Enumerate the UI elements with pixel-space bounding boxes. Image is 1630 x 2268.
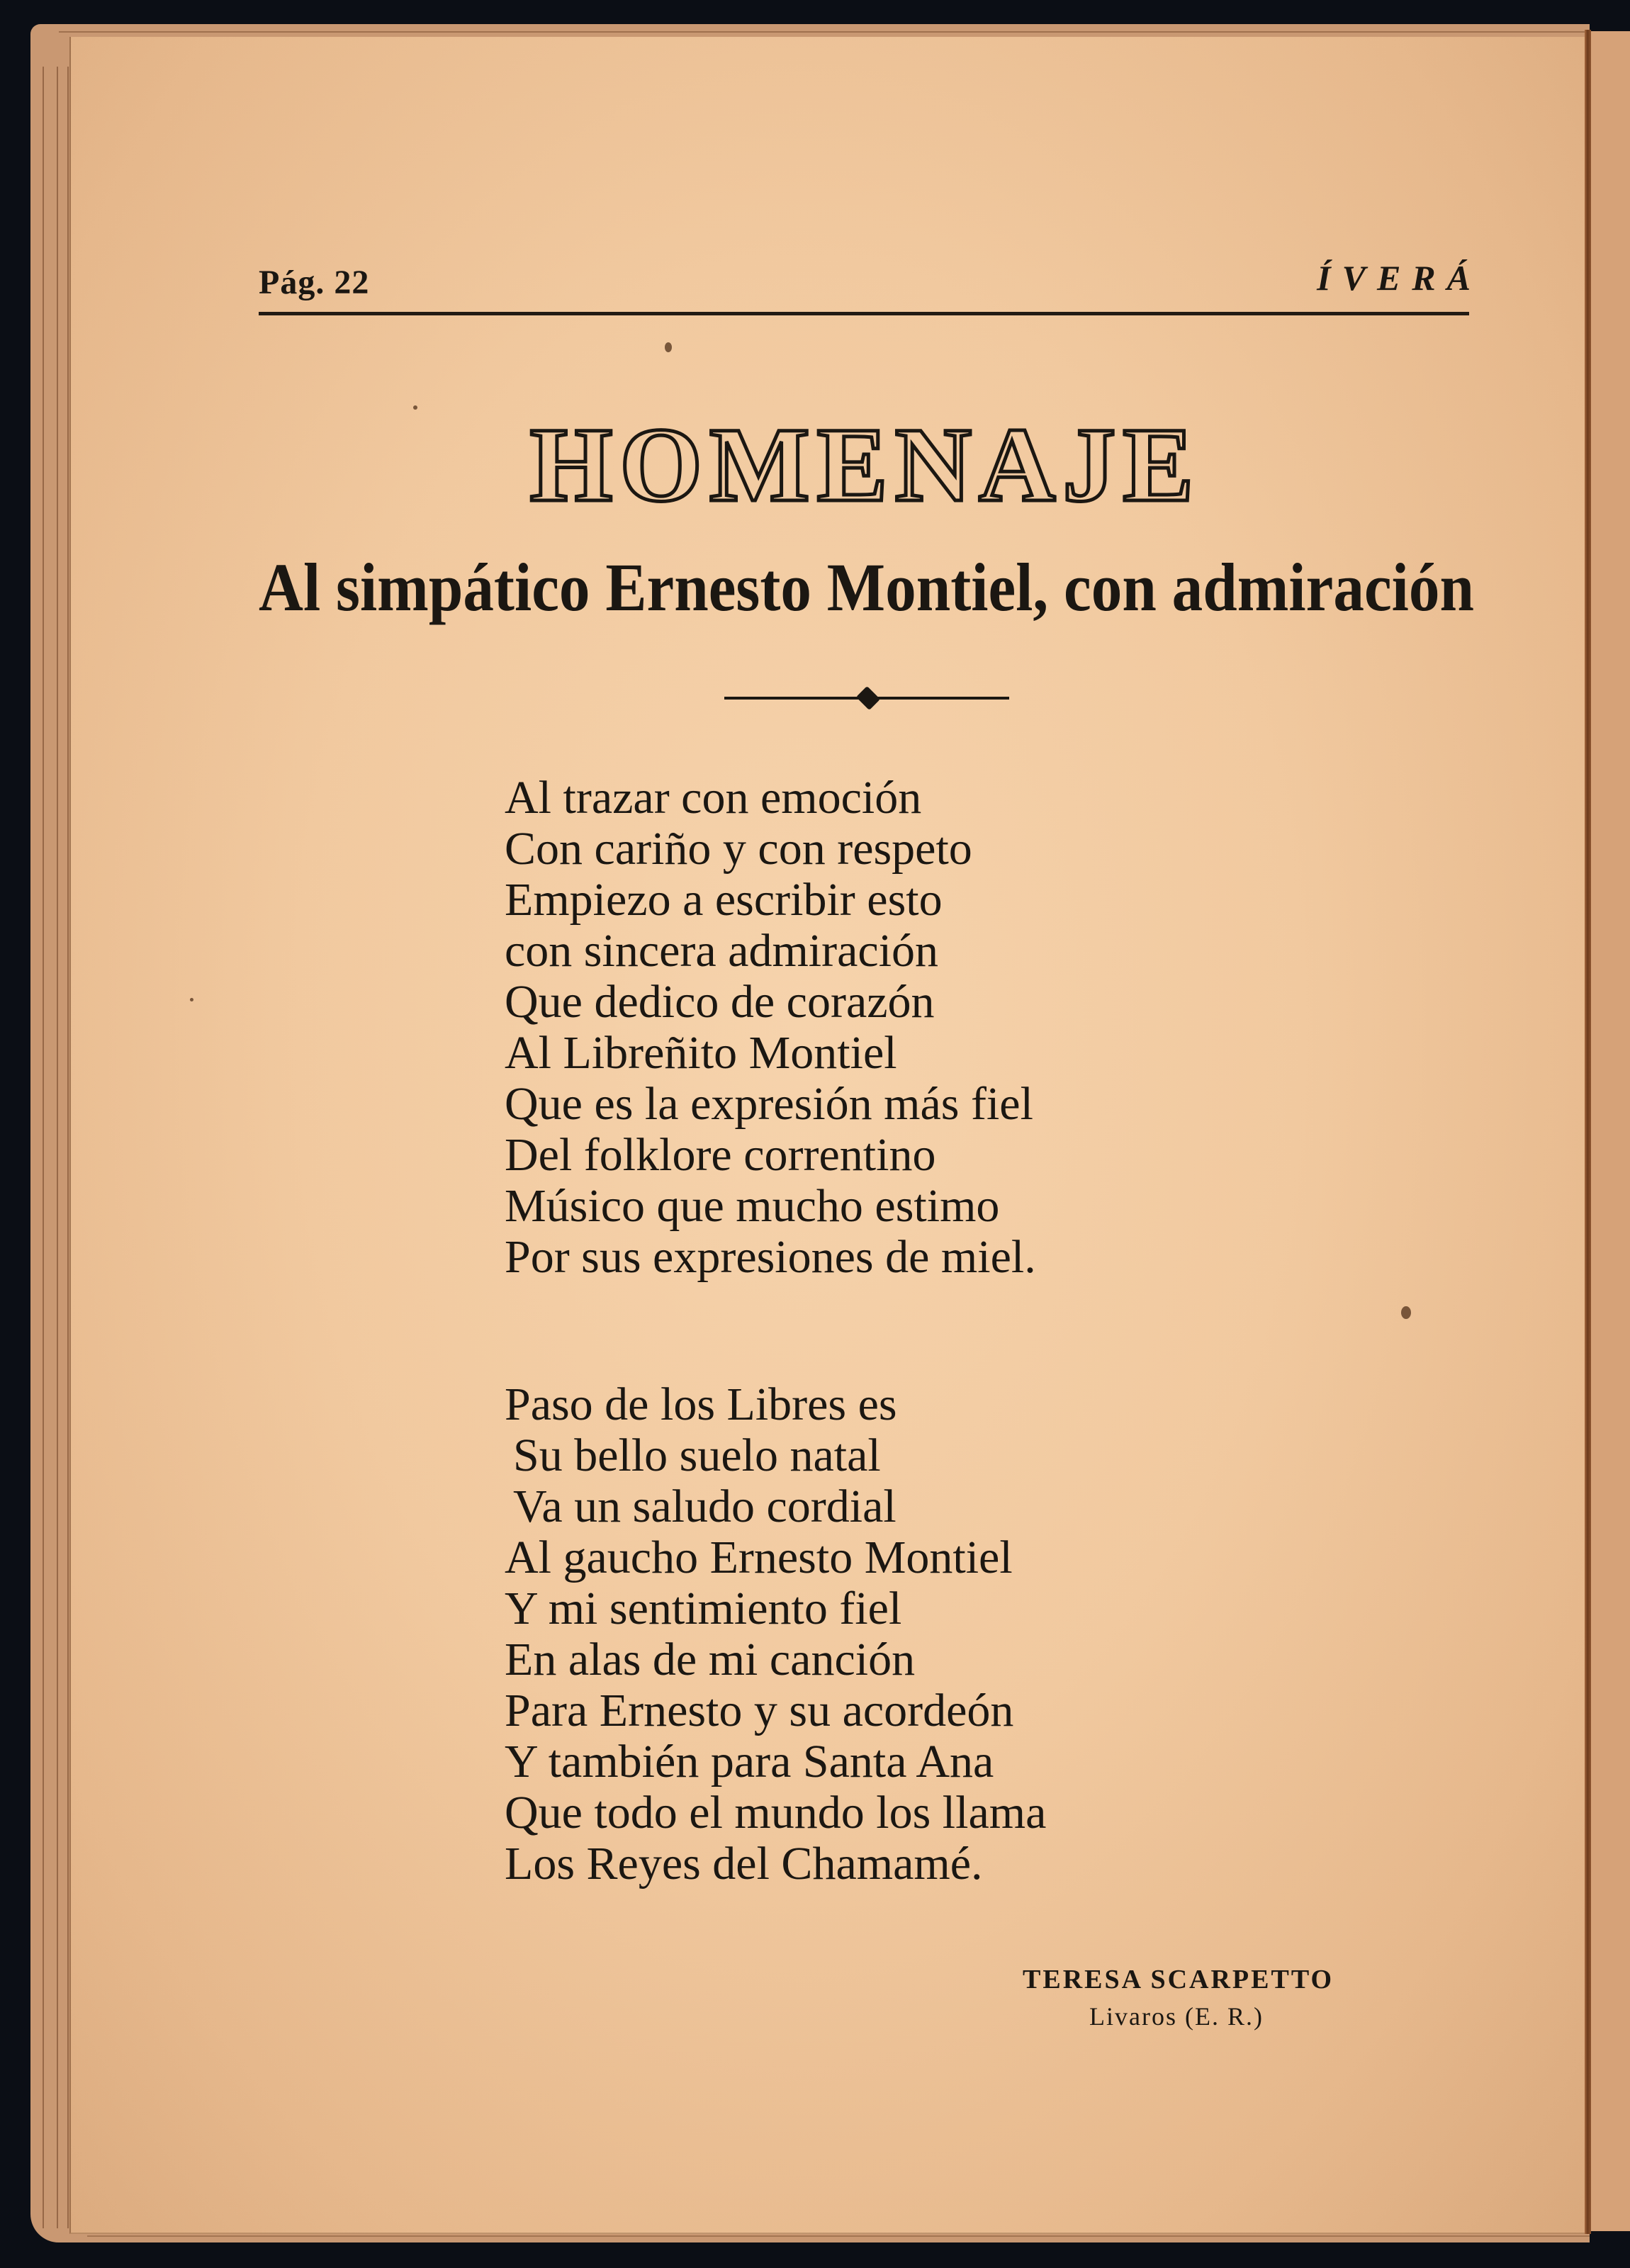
poem-line: Que todo el mundo los llama [505,1787,1047,1838]
poem-line: Y mi sentimiento fiel [505,1583,902,1634]
poem-line: Por sus expresiones de miel. [505,1231,1036,1283]
paper-speck [190,998,193,1001]
poem-line: Y también para Santa Ana [505,1736,994,1787]
diamond-ornament-icon [856,686,880,710]
poem-line: Que es la expresión más fiel [505,1078,1033,1130]
poem-line: Del folklore correntino [505,1129,936,1181]
stack-edge-bottom [87,2235,1590,2237]
poem-line: Su bello suelo natal [513,1430,881,1481]
subtitle-container [259,549,1474,625]
page-gutter [1585,30,1591,2234]
magazine-name: ÍVERÁ [1317,258,1482,298]
adjacent-page [1591,31,1630,2231]
poem-line: Al trazar con emoción [505,772,922,824]
stack-edge-top [59,31,1590,33]
poem-line: Con cariño y con respeto [505,823,972,875]
stack-edge-line [57,67,58,2228]
article-title: HOMENAJE [529,406,1201,524]
poem-line: Va un saludo cordial [513,1481,896,1532]
ornament-divider [724,680,1009,716]
page-number: Pág. 22 [259,264,370,301]
poem-line: Empiezo a escribir esto [505,874,943,926]
poem-line: Al Libreñito Montiel [505,1027,897,1079]
header-rule [259,312,1469,315]
poem-line: Los Reyes del Chamamé. [505,1838,983,1890]
poem-stanza-2 [505,1379,1355,1890]
author-location: Livaros (E. R.) [1089,2002,1264,2031]
poem-line: con sincera admiración [505,925,939,977]
stack-edge-line [67,67,69,2228]
poem-line: Al gaucho Ernesto Montiel [505,1532,1013,1583]
paper-speck [1401,1306,1411,1319]
author-signature: TERESA SCARPETTO [1023,1965,1334,1994]
article-subtitle: Al simpático Ernesto Montiel, con admiración [259,549,1474,625]
poem-stanza-1 [505,773,1355,1283]
stack-edge-line [43,67,44,2228]
poem-line: Para Ernesto y su acordeón [505,1685,1014,1736]
poem-line: En alas de mi canción [505,1634,916,1685]
poem-line: Que dedico de corazón [505,976,935,1028]
poem-line: Paso de los Libres es [505,1379,897,1430]
paper-speck [665,342,672,352]
poem-line: Músico que mucho estimo [505,1180,1000,1232]
